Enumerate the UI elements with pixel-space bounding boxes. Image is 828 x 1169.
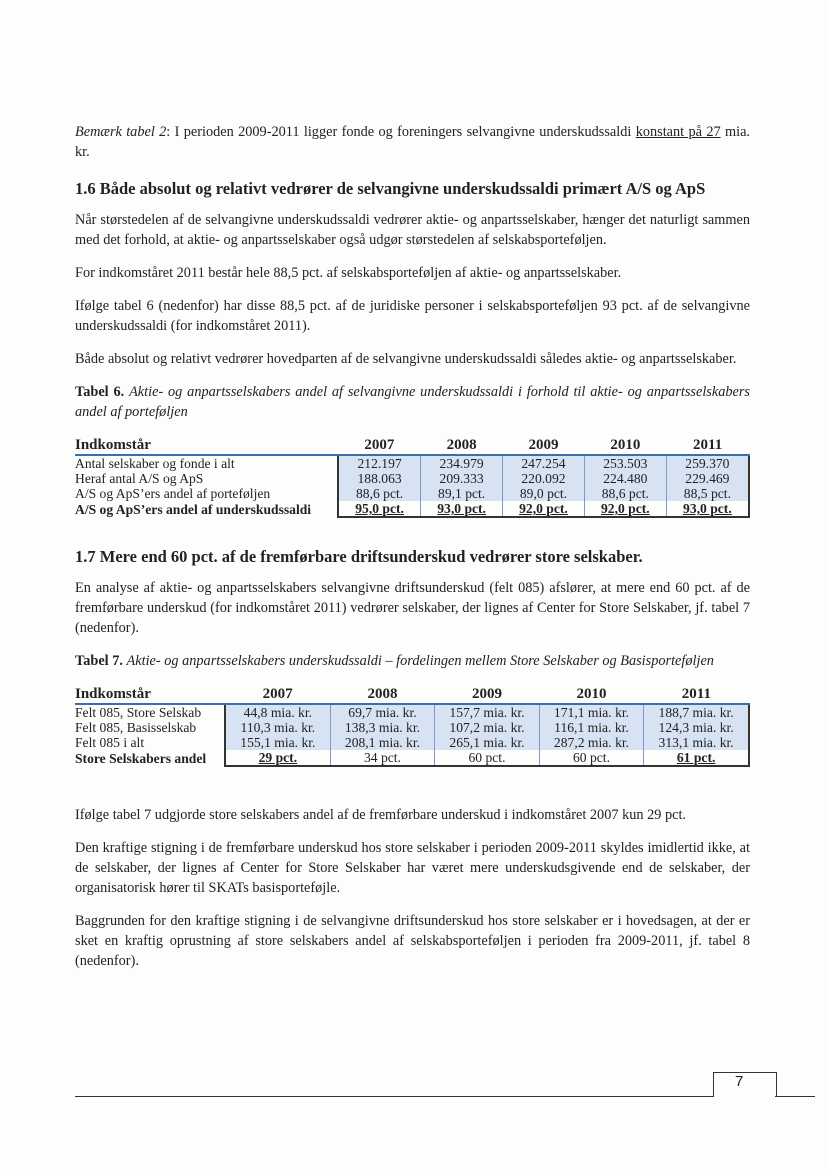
table7-caption-text: Aktie- og anpartsselskabers underskudssaldi – fordelingen mellem Store Selskaber og Basisporteføljen (126, 653, 714, 669)
table-cell: 69,7 mia. kr. (330, 704, 435, 720)
table-row (75, 486, 749, 501)
paragraph: Baggrunden for den kraftige stigning i de selvangivne driftsunderskud hos store selskaber er i hovedsagen, at der er sket en kraftig oprustning af store selskabers andel af selskabsporteføljen i perioden fra 2009-2011, jf. tabel 8 (nedenfor). (75, 913, 750, 969)
table-cell: 89,0 pct. (503, 486, 585, 501)
row-label: Heraf antal A/S og ApS (75, 471, 204, 486)
note-text: : I perioden 2009-2011 ligger fonde og foreningers selvangivne underskudssaldi (166, 124, 636, 140)
table-header-cell: 2009 (435, 685, 540, 704)
section-heading-1-6: 1.6 Både absolut og relativt vedrører de selvangivne underskudssaldi primært A/S og ApS (75, 179, 706, 198)
table-cell: 92,0 pct. (503, 501, 585, 517)
paragraph: Når størstedelen af de selvangivne underskudssaldi vedrører aktie- og anpartsselskaber, hænger det naturligt sammen med det forhold, at aktie- og anpartsselskaber også udgør størstedelen af selskabsporteføljen. (75, 212, 750, 248)
table-cell: 209.333 (421, 471, 503, 486)
table-header-cell: 2010 (539, 685, 644, 704)
table-cell: 110,3 mia. kr. (225, 720, 330, 735)
table-cell: 234.979 (421, 455, 503, 471)
table-cell: 208,1 mia. kr. (330, 735, 435, 750)
table-cell: 88,6 pct. (584, 486, 666, 501)
table-cell: 60 pct. (435, 750, 540, 766)
table-cell: 220.092 (503, 471, 585, 486)
paragraph: Både absolut og relativt vedrører hovedparten af de selvangivne underskudssaldi således aktie- og anpartsselskaber. (75, 351, 737, 367)
row-label: Felt 085, Basisselskab (75, 720, 197, 735)
page-number: 7 (735, 1073, 744, 1090)
table-header-cell: 2011 (666, 436, 749, 455)
table-cell: 224.480 (584, 471, 666, 486)
row-label: Felt 085 i alt (75, 735, 145, 750)
table-row (75, 720, 749, 735)
table-header-cell: 2011 (644, 685, 749, 704)
table-header-cell: Indkomstår (75, 436, 338, 455)
footer-rule (75, 1096, 713, 1097)
page-number-box (713, 1072, 777, 1097)
table-6 (75, 436, 750, 518)
table-cell: 212.197 (338, 455, 421, 471)
table-row (75, 735, 749, 750)
table-cell: 188,7 mia. kr. (644, 704, 749, 720)
table-note (75, 122, 750, 162)
table6-caption-text: Aktie- og anpartsselskabers andel af selvangivne underskudssaldi i forhold til aktie- og anpartsselskabers andel af porteføljen (75, 384, 750, 420)
table-cell: 92,0 pct. (584, 501, 666, 517)
table-header-cell: 2008 (330, 685, 435, 704)
table-header-cell: Indkomstår (75, 685, 225, 704)
table-cell: 247.254 (503, 455, 585, 471)
paragraph: Ifølge tabel 7 udgjorde store selskabers andel af de fremførbare underskud i indkomståret 2007 kun 29 pct. (75, 807, 687, 823)
table-cell: 259.370 (666, 455, 749, 471)
table-cell: 89,1 pct. (421, 486, 503, 501)
table-cell: 124,3 mia. kr. (644, 720, 749, 735)
table-row (75, 704, 749, 720)
table7-caption-prefix: Tabel 7. (75, 653, 123, 669)
table-cell: 171,1 mia. kr. (539, 704, 644, 720)
table7-caption (75, 651, 750, 671)
table-cell: 155,1 mia. kr. (225, 735, 330, 750)
paragraph: Den kraftige stigning i de fremførbare underskud hos store selskaber i perioden 2009-2011 skyldes imidlertid ikke, at de selskaber, der lignes af Center for Store Selskaber har været mere underskudsgivende end de selskaber, der organisatorisk hører til SKATs basisporteføjle. (75, 840, 750, 896)
table-header-cell: 2008 (421, 436, 503, 455)
table-cell: 93,0 pct. (666, 501, 749, 517)
table-cell: 61 pct. (644, 750, 749, 766)
table6-caption-prefix: Tabel 6. (75, 384, 125, 400)
table-cell: 95,0 pct. (338, 501, 421, 517)
table-cell: 93,0 pct. (421, 501, 503, 517)
table-header-row (75, 685, 749, 704)
row-label: A/S og ApS’ers andel af porteføljen (75, 486, 271, 501)
table-cell: 313,1 mia. kr. (644, 735, 749, 750)
note-text-after: mia. kr. (75, 124, 751, 160)
table6-caption (75, 382, 750, 422)
table-cell: 60 pct. (539, 750, 644, 766)
table-cell: 138,3 mia. kr. (330, 720, 435, 735)
table-cell: 88,5 pct. (666, 486, 749, 501)
paragraph: En analyse af aktie- og anpartsselskabers selvangivne driftsunderskud (felt 085) afslører, at mere end 60 pct. af de fremførbare underskud (for indkomståret 2011) vedrører selskaber, der lignes af Center for Store Selskaber, jf. tabel 7 (nedenfor). (75, 580, 750, 636)
paragraph: For indkomståret 2011 består hele 88,5 pct. af selskabsporteføljen af aktie- og anpartsselskaber. (75, 265, 622, 281)
footer-rule (775, 1096, 815, 1097)
table-cell: 229.469 (666, 471, 749, 486)
table-row (75, 471, 749, 486)
row-label: Felt 085, Store Selskab (75, 705, 202, 720)
note-label: Bemærk tabel 2 (75, 124, 167, 140)
note-underlined: konstant på 27 (635, 124, 721, 140)
table-cell: 44,8 mia. kr. (225, 704, 330, 720)
table-cell: 34 pct. (330, 750, 435, 766)
table-cell: 287,2 mia. kr. (539, 735, 644, 750)
table-cell: 29 pct. (225, 750, 330, 766)
table-row (75, 501, 749, 517)
table-header-cell: 2007 (338, 436, 421, 455)
table-row (75, 750, 749, 766)
table-header-row (75, 436, 749, 455)
table-cell: 253.503 (584, 455, 666, 471)
table-header-cell: 2010 (584, 436, 666, 455)
table-row (75, 455, 749, 471)
table-cell: 88,6 pct. (338, 486, 421, 501)
table-cell: 116,1 mia. kr. (539, 720, 644, 735)
document-page (75, 122, 750, 984)
section-heading-1-7: 1.7 Mere end 60 pct. af de fremførbare driftsunderskud vedrører store selskaber. (75, 547, 643, 566)
table-header-cell: 2007 (225, 685, 330, 704)
row-label: A/S og ApS’ers andel af underskudssaldi (75, 501, 312, 517)
row-label: Store Selskabers andel (75, 750, 207, 766)
table-cell: 107,2 mia. kr. (435, 720, 540, 735)
table-cell: 265,1 mia. kr. (435, 735, 540, 750)
table-cell: 188.063 (338, 471, 421, 486)
row-label: Antal selskaber og fonde i alt (75, 456, 235, 471)
table-7 (75, 685, 750, 767)
paragraph: Ifølge tabel 6 (nedenfor) har disse 88,5 pct. af de juridiske personer i selskabsporteføljen 93 pct. af de selvangivne underskudssaldi (for indkomståret 2011). (75, 298, 750, 334)
table-cell: 157,7 mia. kr. (435, 704, 540, 720)
table-header-cell: 2009 (503, 436, 585, 455)
page-footer (0, 1073, 828, 1122)
